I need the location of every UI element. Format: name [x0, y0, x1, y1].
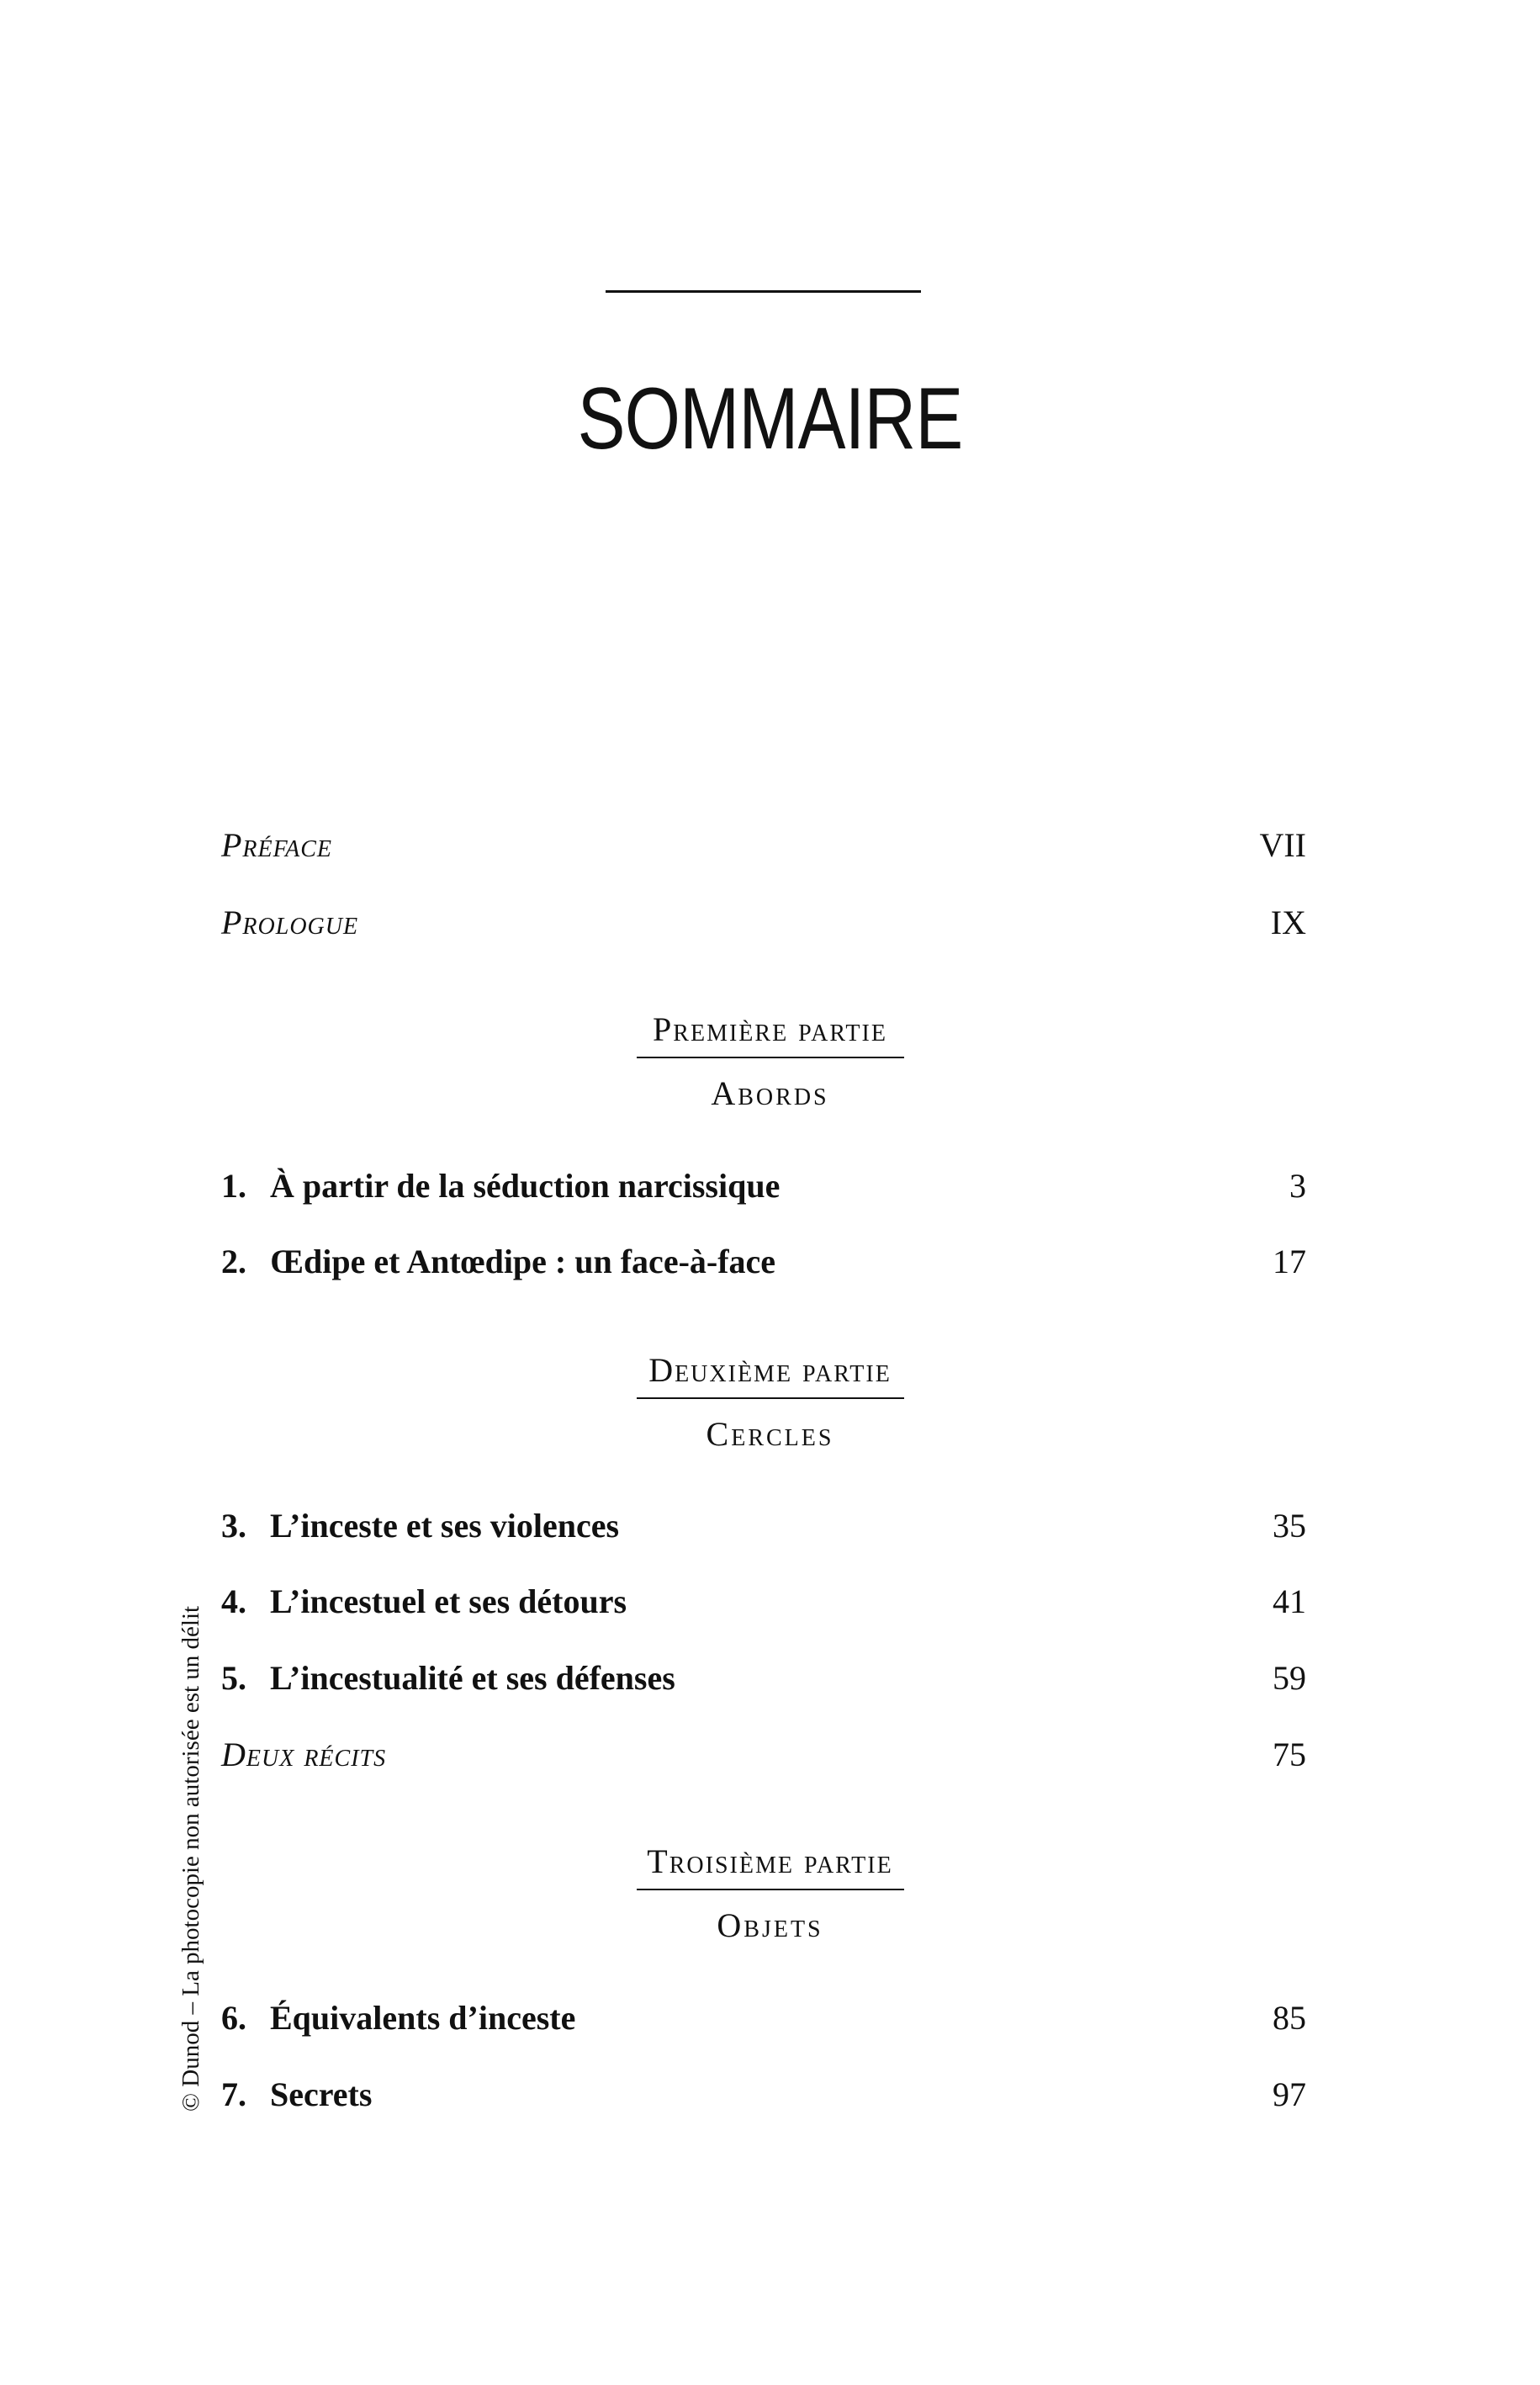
- chapter-title: L’incestualité et ses défenses: [270, 1659, 675, 1697]
- toc-chapter-4[interactable]: [221, 1577, 1306, 1627]
- toc-entry-label: Deux récits: [221, 1736, 387, 1773]
- part-2-header: [0, 1347, 1540, 1458]
- toc-entry-page: VII: [1259, 826, 1306, 864]
- chapter-title: Secrets: [270, 2075, 373, 2113]
- part-name: Objets: [717, 1906, 823, 1944]
- toc-chapter-6[interactable]: [221, 1993, 1306, 2043]
- toc-entry-page: 35: [1273, 1507, 1306, 1545]
- toc-entry-page: IX: [1270, 904, 1306, 941]
- chapter-number: 1.: [221, 1167, 246, 1205]
- chapter-number: 3.: [221, 1507, 246, 1545]
- toc-entry-label: Prologue: [221, 904, 359, 941]
- toc-entry-page: 3: [1289, 1167, 1306, 1205]
- toc-entry-page: 75: [1273, 1736, 1306, 1773]
- toc-chapter-1[interactable]: [221, 1161, 1306, 1211]
- toc-chapter-2[interactable]: [221, 1237, 1306, 1287]
- chapter-title: Œdipe et Antœdipe : un face-à-face: [270, 1243, 776, 1280]
- chapter-title: L’incestuel et ses détours: [270, 1582, 627, 1620]
- part-heading: Première partie: [653, 1010, 887, 1048]
- title-rule: [606, 290, 921, 293]
- part-name: Cercles: [706, 1415, 834, 1453]
- toc-entry-page: 97: [1273, 2075, 1306, 2113]
- part-rule: [637, 1057, 904, 1058]
- copyright-notice: © Dunod – La photocopie non autorisée est un délit: [177, 1605, 204, 2112]
- chapter-number: 7.: [221, 2075, 246, 2113]
- chapter-number: 2.: [221, 1243, 246, 1280]
- toc-chapter-3[interactable]: [221, 1501, 1306, 1551]
- page-title: SOMMAIRE: [577, 370, 963, 468]
- part-name: Abords: [711, 1074, 829, 1112]
- toc-entry-label: Préface: [221, 826, 333, 864]
- chapter-number: 4.: [221, 1582, 246, 1620]
- toc-entry-page: 17: [1273, 1243, 1306, 1280]
- toc-entry-deux-recits[interactable]: [221, 1730, 1306, 1780]
- chapter-number: 6.: [221, 1999, 246, 2037]
- part-3-header: [0, 1838, 1540, 1949]
- toc-entry-preface[interactable]: [221, 820, 1306, 871]
- toc-chapter-7[interactable]: [221, 2070, 1306, 2120]
- part-rule: [637, 1397, 904, 1399]
- chapter-title: À partir de la séduction narcissique: [270, 1167, 781, 1205]
- part-heading: Troisième partie: [647, 1842, 893, 1880]
- chapter-title: L’inceste et ses violences: [270, 1507, 620, 1545]
- toc-entry-page: 85: [1273, 1999, 1306, 2037]
- toc-entry-page: 41: [1273, 1582, 1306, 1620]
- toc-entry-prologue[interactable]: [221, 898, 1306, 948]
- part-rule: [637, 1889, 904, 1890]
- toc-entry-page: 59: [1273, 1659, 1306, 1697]
- chapter-number: 5.: [221, 1659, 246, 1697]
- part-heading: Deuxième partie: [648, 1351, 892, 1389]
- part-1-header: [0, 1006, 1540, 1117]
- chapter-title: Équivalents d’inceste: [270, 1999, 576, 2037]
- toc-chapter-5[interactable]: [221, 1653, 1306, 1704]
